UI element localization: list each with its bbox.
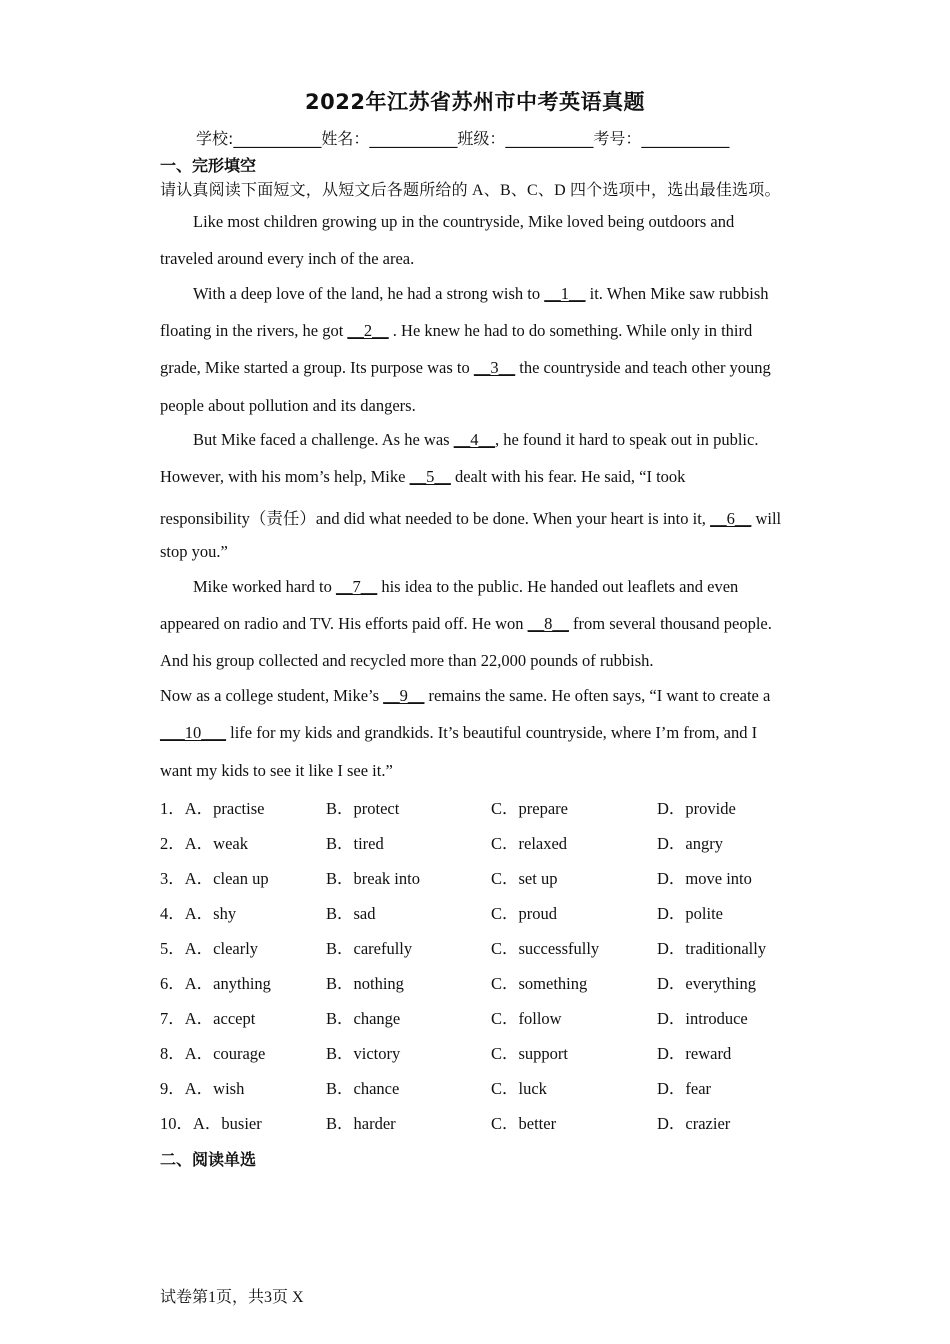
option-d: D．angry — [657, 834, 723, 853]
passage-line: stop you.” — [160, 542, 228, 561]
option-c: C．relaxed — [491, 834, 568, 853]
passage-line: grade, Mike started a group. Its purpose was to __3__ the countryside and teach other young — [160, 358, 771, 377]
question-options-4 — [160, 900, 810, 924]
passage-line: Now as a college student, Mike’s __9__ remains the same. He often says, “I want to create a — [160, 686, 771, 705]
option-b: B．sad — [326, 904, 376, 923]
option-d: D．crazier — [657, 1114, 731, 1133]
section-heading-reading: 二、阅读单选 — [160, 1150, 257, 1169]
blank-4: __4__ — [453, 430, 495, 449]
blank-2: __2__ — [347, 321, 389, 340]
passage-line: With a deep love of the land, he had a strong wish to __1__ it. When Mike saw rubbish — [193, 284, 769, 303]
blank-8: __8__ — [527, 614, 569, 633]
passage-line: And his group collected and recycled more than 22,000 pounds of rubbish. — [160, 651, 654, 670]
student-info-line: 学校:___________姓名：___________班级：___________考号：___________ — [196, 129, 730, 148]
option-b: B．chance — [326, 1079, 400, 1098]
option-a: 1．A．practise — [160, 799, 265, 818]
option-c: C．prepare — [491, 799, 568, 818]
option-a: 4．A．shy — [160, 904, 237, 923]
question-options-3 — [160, 865, 810, 889]
question-options-5 — [160, 935, 810, 959]
blank-1: __1__ — [544, 284, 586, 303]
option-c: C．luck — [491, 1079, 547, 1098]
option-d: D．everything — [657, 974, 756, 993]
passage-line: traveled around every inch of the area. — [160, 249, 415, 268]
option-b: B．victory — [326, 1044, 401, 1063]
blank-5: __5__ — [409, 467, 451, 486]
option-d: D．provide — [657, 799, 736, 818]
option-d: D．traditionally — [657, 939, 767, 958]
blank-10: ___10___ — [160, 723, 226, 742]
passage-line: Like most children growing up in the countryside, Mike loved being outdoors and — [193, 212, 735, 231]
question-options-9 — [160, 1075, 810, 1099]
option-c: C．follow — [491, 1009, 562, 1028]
option-b: B．harder — [326, 1114, 396, 1133]
passage-line: ___10___ life for my kids and grandkids. It’s beautiful countryside, where I’m from, and I — [160, 723, 758, 742]
question-options-2 — [160, 830, 810, 854]
option-c: C．set up — [491, 869, 558, 888]
passage-line: But Mike faced a challenge. As he was __4__, he found it hard to speak out in public. — [193, 430, 759, 449]
option-a: 10．A．busier — [160, 1114, 262, 1133]
option-c: C．proud — [491, 904, 557, 923]
option-a: 5．A．clearly — [160, 939, 259, 958]
passage-line: Mike worked hard to __7__ his idea to the public. He handed out leaflets and even — [193, 577, 739, 596]
option-b: B．nothing — [326, 974, 404, 993]
passage-line: floating in the rivers, he got __2__ . He knew he had to do something. While only in third — [160, 321, 753, 340]
question-options-8 — [160, 1040, 810, 1064]
option-b: B．carefully — [326, 939, 413, 958]
passage-line: However, with his mom’s help, Mike __5__ dealt with his fear. He said, “I took — [160, 467, 686, 486]
instruction-text: 请认真阅读下面短文，从短文后各题所给的 A、B、C、D 四个选项中，选出最佳选项。 — [160, 182, 781, 199]
section-heading-cloze: 一、完形填空 — [160, 156, 257, 175]
option-b: B．tired — [326, 834, 384, 853]
passage-line: want my kids to see it like I see it.” — [160, 761, 393, 780]
option-d: D．introduce — [657, 1009, 748, 1028]
option-a: 2．A．weak — [160, 834, 248, 853]
question-options-1 — [160, 795, 810, 819]
blank-6: __6__ — [710, 509, 752, 528]
passage-line: appeared on radio and TV. His efforts paid off. He won __8__ from several thousand people. — [160, 614, 772, 633]
option-b: B．break into — [326, 869, 420, 888]
blank-7: __7__ — [335, 577, 378, 596]
passage-line: responsibility（责任）and did what needed to be done. When your heart is into it, __6__ will — [160, 509, 782, 528]
option-d: D．polite — [657, 904, 723, 923]
option-c: C．something — [491, 974, 588, 993]
option-c: C．successfully — [491, 939, 600, 958]
option-a: 6．A．anything — [160, 974, 271, 993]
blank-9: __9__ — [383, 686, 425, 705]
option-d: D．reward — [657, 1044, 732, 1063]
question-options-7 — [160, 1005, 810, 1029]
option-c: C．support — [491, 1044, 569, 1063]
page-title: 2022年江苏省苏州市中考英语真题 — [305, 90, 645, 114]
option-d: D．fear — [657, 1079, 712, 1098]
option-c: C．better — [491, 1114, 557, 1133]
option-b: B．change — [326, 1009, 401, 1028]
option-b: B．protect — [326, 799, 400, 818]
passage-line: people about pollution and its dangers. — [160, 396, 416, 415]
option-a: 3．A．clean up — [160, 869, 269, 888]
option-a: 9．A．wish — [160, 1079, 245, 1098]
question-options-10 — [160, 1110, 810, 1134]
page-footer: 试卷第1页，共3页 X — [160, 1289, 304, 1306]
option-d: D．move into — [657, 869, 752, 888]
question-options-6 — [160, 970, 810, 994]
blank-3: __3__ — [473, 358, 516, 377]
option-a: 8．A．courage — [160, 1044, 266, 1063]
option-a: 7．A．accept — [160, 1009, 256, 1028]
